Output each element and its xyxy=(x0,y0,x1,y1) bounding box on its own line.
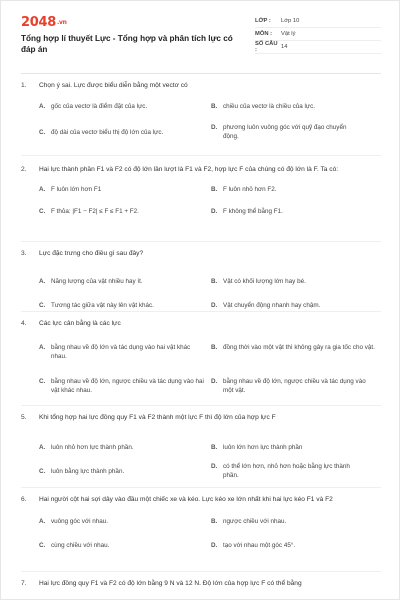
option-d[interactable] xyxy=(211,462,361,480)
question-5 xyxy=(21,413,381,481)
option-a[interactable] xyxy=(39,343,204,361)
option-a[interactable] xyxy=(39,277,209,286)
option-label: B. xyxy=(211,102,218,110)
logo-suffix: .vn xyxy=(56,19,67,26)
question-2 xyxy=(21,165,381,223)
meta-value: Lớp 10 xyxy=(281,18,300,24)
meta-key: LỚP : xyxy=(255,18,271,24)
question-text: Hai lực đồng quy F1 và F2 có độ lớn bằng 9 N và 12 N. Độ lớn của hợp lực F có thể bằng xyxy=(39,580,302,587)
option-d[interactable] xyxy=(211,377,376,395)
option-label: C. xyxy=(39,377,46,385)
option-d[interactable] xyxy=(211,301,381,310)
option-text: luôn lớn hơn lực thành phần xyxy=(223,443,303,451)
option-text: gốc của vectơ là điểm đặt của lực. xyxy=(51,102,148,110)
option-text: luôn bằng lực thành phần. xyxy=(51,467,125,475)
option-d[interactable] xyxy=(211,123,351,141)
option-label: A. xyxy=(39,517,46,525)
logo-text: 2048 xyxy=(21,15,56,30)
option-text: Vật có khối lượng lớn hay bé. xyxy=(223,277,306,285)
option-c[interactable] xyxy=(39,207,209,216)
option-label: B. xyxy=(211,517,218,525)
option-label: D. xyxy=(211,301,218,309)
option-b[interactable] xyxy=(211,185,381,194)
option-label: D. xyxy=(211,207,218,215)
option-c[interactable] xyxy=(39,541,204,550)
question-separator xyxy=(21,155,381,156)
question-number: 1. xyxy=(21,82,27,89)
meta-row-count xyxy=(255,41,381,54)
meta-key: MÔN : xyxy=(255,31,273,37)
question-separator xyxy=(21,571,381,572)
option-c[interactable] xyxy=(39,128,199,137)
option-label: D. xyxy=(211,541,218,549)
option-text: cùng chiều với nhau. xyxy=(51,541,110,549)
option-text: F luôn lớn hơn F1 xyxy=(51,185,102,193)
option-text: bằng nhau về độ lớn, ngược chiều và tác dụng vào một vật. xyxy=(223,377,366,394)
question-1 xyxy=(21,81,381,141)
question-3 xyxy=(21,249,381,315)
document-meta xyxy=(255,15,381,54)
option-text: bằng nhau về độ lớn, ngược chiều và tác dụng vào hai vật khác nhau. xyxy=(51,377,204,394)
option-a[interactable] xyxy=(39,443,204,452)
question-number: 6. xyxy=(21,496,27,503)
option-b[interactable] xyxy=(211,102,381,111)
header-divider xyxy=(21,73,381,74)
question-text: Khi tổng hợp hai lực đồng quy F1 và F2 thành một lực F thì độ lớn của hợp lực F xyxy=(39,414,276,421)
option-text: bằng nhau về độ lớn và tác dụng vào hai vật khác nhau. xyxy=(51,343,191,360)
option-text: Năng lượng của vật nhiều hay ít. xyxy=(51,277,143,285)
option-label: D. xyxy=(211,377,218,385)
option-text: có thể lớn hơn, nhỏ hơn hoặc bằng lực thành phần. xyxy=(223,462,350,479)
document-header xyxy=(21,15,381,63)
question-number: 2. xyxy=(21,166,27,173)
option-label: B. xyxy=(211,443,218,451)
question-separator xyxy=(21,311,381,312)
option-text: độ dài của vectơ biểu thị độ lớn của lực. xyxy=(51,128,164,136)
option-text: Tương tác giữa vật này lên vật khác. xyxy=(51,301,154,309)
option-label: A. xyxy=(39,277,46,285)
option-b[interactable] xyxy=(211,277,381,286)
question-number: 7. xyxy=(21,580,27,587)
meta-row-class xyxy=(255,15,381,28)
option-d[interactable] xyxy=(211,541,376,550)
question-separator xyxy=(21,487,381,488)
option-a[interactable] xyxy=(39,102,199,111)
option-a[interactable] xyxy=(39,517,204,526)
option-text: ngược chiều với nhau. xyxy=(223,517,287,525)
option-c[interactable] xyxy=(39,301,209,310)
option-text: F không thể bằng F1. xyxy=(223,207,283,215)
option-label: C. xyxy=(39,301,46,309)
option-c[interactable] xyxy=(39,467,204,476)
option-c[interactable] xyxy=(39,377,204,395)
meta-key: SỐ CÂU : xyxy=(255,41,278,53)
question-number: 3. xyxy=(21,250,27,257)
option-b[interactable] xyxy=(211,343,376,352)
option-text: vuông góc với nhau. xyxy=(51,517,108,525)
option-d[interactable] xyxy=(211,207,381,216)
question-text: Chọn ý sai. Lực được biểu diễn bằng một vectơ có xyxy=(39,82,188,89)
option-label: C. xyxy=(39,541,46,549)
option-text: phương luôn vuông góc với quỹ đạo chuyển động. xyxy=(223,123,347,140)
option-label: B. xyxy=(211,185,218,193)
option-b[interactable] xyxy=(211,517,376,526)
option-label: B. xyxy=(211,343,218,351)
question-7 xyxy=(21,579,381,589)
question-4 xyxy=(21,319,381,407)
question-text: Lực đặc trưng cho điều gì sau đây? xyxy=(39,250,144,257)
option-text: F luôn nhỏ hơn F2. xyxy=(223,185,277,193)
option-text: F thỏa: |F1 − F2| ≤ F ≤ F1 + F2. xyxy=(51,207,139,215)
option-label: C. xyxy=(39,467,46,475)
meta-value: Vật lý xyxy=(281,31,296,37)
option-label: A. xyxy=(39,102,46,110)
option-text: đồng thời vào một vật thì không gây ra gia tốc cho vật. xyxy=(223,343,375,351)
option-label: C. xyxy=(39,207,46,215)
option-label: A. xyxy=(39,343,46,351)
meta-row-subject xyxy=(255,28,381,41)
question-text: Các lực cân bằng là các lực xyxy=(39,320,121,327)
option-label: C. xyxy=(39,128,46,136)
option-a[interactable] xyxy=(39,185,199,194)
option-text: chiều của vectơ là chiều của lực. xyxy=(223,102,315,110)
question-text: Hai lực thành phần F1 và F2 có độ lớn lần lượt là F1 và F2, hợp lực F của chúng có độ lớn là F. Ta có: xyxy=(39,166,339,173)
question-separator xyxy=(21,405,381,406)
question-number: 5. xyxy=(21,414,27,421)
option-text: luôn nhỏ hơn lực thành phần. xyxy=(51,443,134,451)
option-label: D. xyxy=(211,123,218,131)
option-text: Vật chuyển động nhanh hay chậm. xyxy=(223,301,321,309)
question-6 xyxy=(21,495,381,553)
meta-value: 14 xyxy=(281,44,288,50)
option-label: A. xyxy=(39,185,46,193)
question-text: Hai người cột hai sợi dây vào đầu một chiếc xe và kéo. Lực kéo xe lớn nhất khi hai lực kéo F1 và F2 xyxy=(39,496,333,503)
option-b[interactable] xyxy=(211,443,376,452)
option-text: tạo với nhau một góc 45°. xyxy=(223,541,296,549)
option-label: D. xyxy=(211,462,218,470)
document-title: Tổng hợp lí thuyết Lực - Tổng hợp và phân tích lực có đáp án xyxy=(21,34,233,54)
option-label: A. xyxy=(39,443,46,451)
question-number: 4. xyxy=(21,320,27,327)
option-label: B. xyxy=(211,277,218,285)
site-logo[interactable] xyxy=(21,15,67,30)
question-separator xyxy=(21,241,381,242)
